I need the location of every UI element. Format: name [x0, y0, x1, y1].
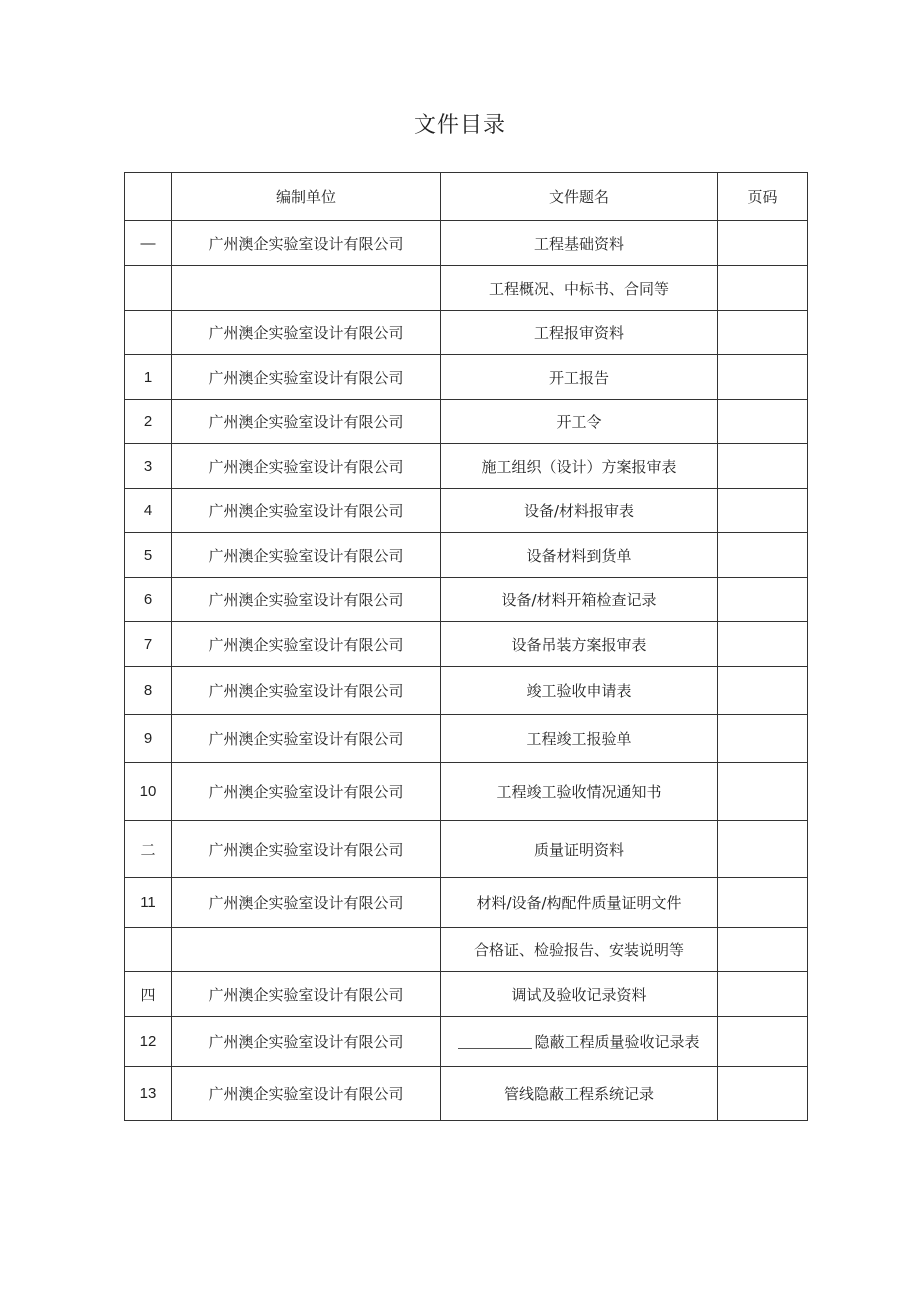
row-doc: 工程竣工验收情况通知书 [441, 763, 718, 821]
header-num [125, 173, 172, 221]
row-doc: 质量证明资料 [441, 821, 718, 878]
row-num: 2 [125, 400, 172, 444]
row-doc: 调试及验收记录资料 [441, 972, 718, 1017]
table-row [125, 622, 808, 667]
row-num: 10 [125, 763, 172, 821]
row-unit: 广州澳企实验室设计有限公司 [172, 311, 441, 355]
row-num: 11 [125, 878, 172, 928]
row-num: 7 [125, 622, 172, 667]
table-row [125, 266, 808, 311]
table-row [125, 489, 808, 533]
row-doc: 开工报告 [441, 355, 718, 400]
row-num: 四 [125, 972, 172, 1017]
row-doc: 施工组织（设计）方案报审表 [441, 444, 718, 489]
row-page [718, 1067, 808, 1121]
row-unit [172, 928, 441, 972]
row-num: 8 [125, 667, 172, 715]
row-doc: 竣工验收申请表 [441, 667, 718, 715]
row-unit: 广州澳企实验室设计有限公司 [172, 221, 441, 266]
row-doc-text: 隐蔽工程质量验收记录表 [534, 1033, 700, 1051]
row-unit: 广州澳企实验室设计有限公司 [172, 972, 441, 1017]
table-row [125, 1017, 808, 1067]
row-num: 二 [125, 821, 172, 878]
row-page [718, 578, 808, 622]
row-page [718, 763, 808, 821]
row-doc: 设备/材料开箱检查记录 [441, 578, 718, 622]
row-unit: 广州澳企实验室设计有限公司 [172, 400, 441, 444]
table-row [125, 878, 808, 928]
row-num: 1 [125, 355, 172, 400]
header-doc: 文件题名 [441, 173, 718, 221]
row-unit: 广州澳企实验室设计有限公司 [172, 878, 441, 928]
row-page [718, 622, 808, 667]
row-page [718, 972, 808, 1017]
row-doc: 工程竣工报验单 [441, 715, 718, 763]
table-row [125, 444, 808, 489]
table-row [125, 763, 808, 821]
header-unit: 编制单位 [172, 173, 441, 221]
row-unit: 广州澳企实验室设计有限公司 [172, 444, 441, 489]
row-page [718, 928, 808, 972]
row-unit: 广州澳企实验室设计有限公司 [172, 622, 441, 667]
row-page [718, 355, 808, 400]
row-unit: 广州澳企实验室设计有限公司 [172, 821, 441, 878]
row-page [718, 489, 808, 533]
row-page [718, 266, 808, 311]
toc-table [124, 172, 808, 1121]
row-unit [172, 266, 441, 311]
table-header-row [125, 173, 808, 221]
row-unit: 广州澳企实验室设计有限公司 [172, 763, 441, 821]
row-doc: 工程基础资料 [441, 221, 718, 266]
row-doc: 合格证、检验报告、安装说明等 [441, 928, 718, 972]
row-doc: 材料/设备/构配件质量证明文件 [441, 878, 718, 928]
row-num: 3 [125, 444, 172, 489]
row-doc [441, 1017, 718, 1067]
row-num: 13 [125, 1067, 172, 1121]
fill-in-underline [458, 1036, 532, 1049]
table-row [125, 533, 808, 578]
row-num [125, 928, 172, 972]
row-num [125, 266, 172, 311]
row-unit: 广州澳企实验室设计有限公司 [172, 489, 441, 533]
table-row [125, 1067, 808, 1121]
table-row [125, 400, 808, 444]
row-page [718, 311, 808, 355]
row-unit: 广州澳企实验室设计有限公司 [172, 715, 441, 763]
row-num: — [125, 221, 172, 266]
row-unit: 广州澳企实验室设计有限公司 [172, 1067, 441, 1121]
row-page [718, 1017, 808, 1067]
row-page [718, 400, 808, 444]
row-num [125, 311, 172, 355]
table-row [125, 355, 808, 400]
row-page [718, 821, 808, 878]
row-unit: 广州澳企实验室设计有限公司 [172, 578, 441, 622]
row-page [718, 444, 808, 489]
row-doc: 管线隐蔽工程系统记录 [441, 1067, 718, 1121]
row-num: 5 [125, 533, 172, 578]
table-row [125, 578, 808, 622]
row-page [718, 533, 808, 578]
row-doc: 工程报审资料 [441, 311, 718, 355]
row-num: 9 [125, 715, 172, 763]
row-page [718, 878, 808, 928]
row-page [718, 667, 808, 715]
row-unit: 广州澳企实验室设计有限公司 [172, 533, 441, 578]
header-page: 页码 [718, 173, 808, 221]
row-unit: 广州澳企实验室设计有限公司 [172, 1017, 441, 1067]
row-doc: 设备材料到货单 [441, 533, 718, 578]
row-doc: 开工令 [441, 400, 718, 444]
table-row [125, 715, 808, 763]
table-row [125, 667, 808, 715]
table-row [125, 972, 808, 1017]
row-unit: 广州澳企实验室设计有限公司 [172, 355, 441, 400]
row-num: 12 [125, 1017, 172, 1067]
row-doc: 设备吊装方案报审表 [441, 622, 718, 667]
table-row [125, 311, 808, 355]
row-unit: 广州澳企实验室设计有限公司 [172, 667, 441, 715]
row-page [718, 715, 808, 763]
table-row [125, 221, 808, 266]
table-row [125, 821, 808, 878]
table-row [125, 928, 808, 972]
row-num: 6 [125, 578, 172, 622]
page-title: 文件目录 [413, 113, 506, 138]
row-page [718, 221, 808, 266]
row-num: 4 [125, 489, 172, 533]
row-doc: 工程概况、中标书、合同等 [441, 266, 718, 311]
row-doc: 设备/材料报审表 [441, 489, 718, 533]
